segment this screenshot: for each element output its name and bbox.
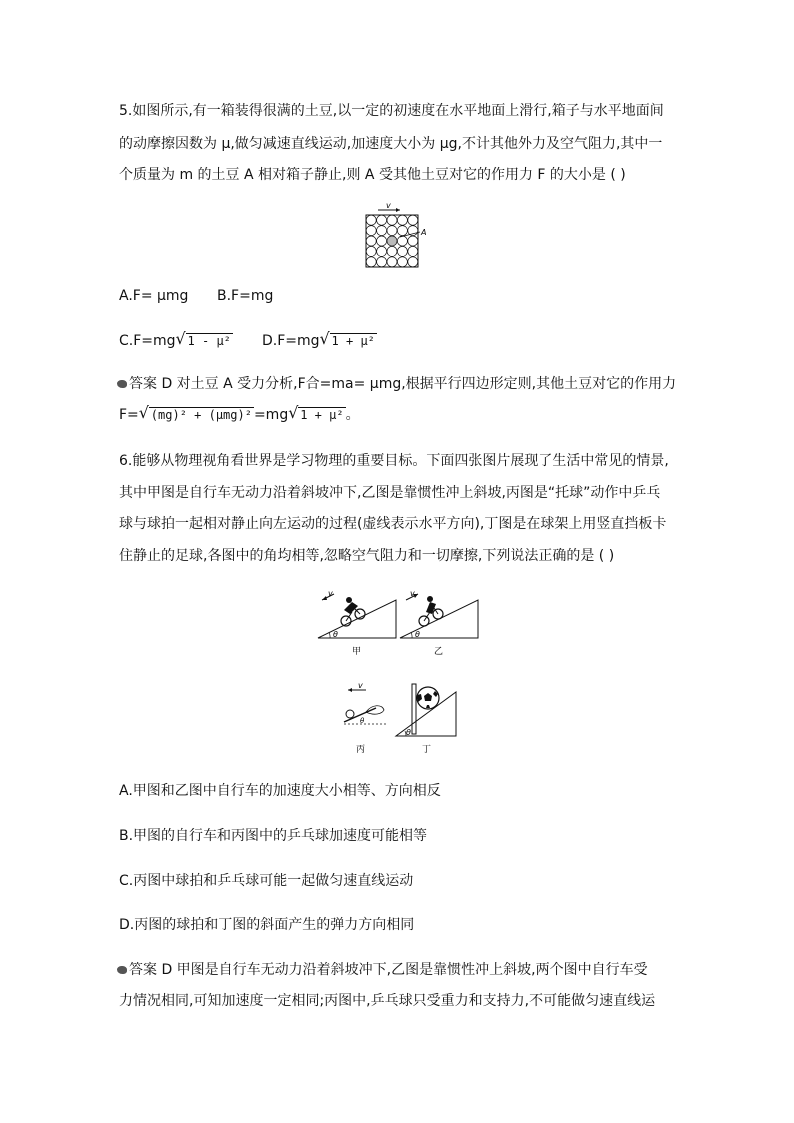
q6-answer-line-1 [117, 960, 648, 980]
figure-yi [396, 588, 486, 658]
q5-answer-mid: =mg [253, 407, 289, 423]
potato [377, 215, 387, 225]
q6-answer-text-1: 答案 D 甲图是自行车无动力沿着斜坡冲下,乙图是靠惯性冲上斜坡,两个图中自行车受 [129, 962, 648, 978]
bing-velocity-label: v [358, 682, 363, 690]
yi-theta: θ [415, 630, 420, 639]
jia-velocity-label: v [328, 589, 333, 598]
potato [408, 236, 418, 246]
potato [366, 226, 376, 236]
jia-theta: θ [333, 630, 338, 639]
potato [408, 257, 418, 267]
potato [377, 246, 387, 256]
potato-box-figure [360, 200, 440, 275]
q5-answer-suffix: 。 [345, 407, 360, 423]
q5-line-3: 个质量为 m 的土豆 A 相对箱子静止,则 A 受其他土豆对它的作用力 F 的大小是 ( ) [119, 167, 626, 183]
yi-velocity-label: v [410, 589, 415, 598]
q6-answer-line-2: 力情况相同,可知加速度一定相同;丙图中,乒乓球只受重力和支持力,不可能做匀速直线运 [119, 993, 656, 1009]
figure-bing [336, 682, 396, 758]
q6-line-4: 住静止的足球,各图中的角均相等,忽略空气阻力和一切摩擦,下列说法正确的是 ( ) [119, 548, 615, 564]
q5-line-1: 5.如图所示,有一箱装得很满的土豆,以一定的初速度在水平地面上滑行,箱子与水平地面间 [119, 103, 664, 119]
potato-a [387, 236, 397, 246]
q6-line-1: 6.能够从物理视角看世界是学习物理的重要目标。下面四张图片展现了生活中常见的情景, [119, 453, 669, 469]
q6-line-3: 球与球拍一起相对静止向左运动的过程(虚线表示水平方向),丁图是在球架上用竖直挡板卡 [119, 516, 667, 532]
q5-option-a: A.F= μmg [119, 288, 189, 304]
figure-jia [314, 588, 404, 658]
bing-theta: θ [360, 717, 365, 725]
potato [408, 215, 418, 225]
q5-option-b: B.F=mg [217, 288, 274, 304]
q5-line-2: 的动摩擦因数为 μ,做匀减速直线运动,加速度大小为 μg,不计其他外力及空气阻力,其中一 [119, 136, 663, 152]
q5-answer-text-1: 答案 D 对土豆 A 受力分析,F合=ma= μmg,根据平行四边形定则,其他土豆对它的作用力 [129, 376, 677, 392]
bing-label: 丙 [356, 745, 366, 755]
answer-icon [117, 966, 127, 974]
potato [366, 215, 376, 225]
potato [366, 257, 376, 267]
q6-option-d: D.丙图的球拍和丁图的斜面产生的弹力方向相同 [119, 917, 415, 933]
vertical-baffle [412, 684, 416, 734]
q6-option-b: B.甲图的自行车和丙图中的乒乓球加速度可能相等 [119, 828, 428, 844]
answer-icon [117, 380, 127, 388]
potato-grid [366, 215, 418, 267]
potato-a-label: A [421, 228, 427, 237]
potato [397, 257, 407, 267]
q6-option-c: C.丙图中球拍和乒乓球可能一起做匀速直线运动 [119, 873, 414, 889]
q6-option-a: A.甲图和乙图中自行车的加速度大小相等、方向相反 [119, 783, 441, 799]
potato [397, 236, 407, 246]
q5-option-c-prefix: C.F=mg [119, 333, 176, 349]
hand [366, 706, 384, 714]
potato [366, 236, 376, 246]
jia-label: 甲 [352, 647, 362, 657]
yi-label: 乙 [434, 647, 444, 657]
q5-option-c [119, 331, 233, 351]
ding-theta: θ [406, 728, 411, 737]
q6-line-2: 其中甲图是自行车无动力沿着斜坡冲下,乙图是靠惯性冲上斜坡,丙图是“托球”动作中乒乓 [119, 485, 661, 501]
potato [377, 226, 387, 236]
potato [366, 246, 376, 256]
potato [387, 226, 397, 236]
velocity-label: v [386, 201, 391, 210]
potato [387, 257, 397, 267]
pingpong-ball [346, 710, 354, 718]
q5-answer-radicand: (mg)² + (μmg)² [150, 408, 252, 422]
potato [397, 246, 407, 256]
q5-option-d-radicand: 1 + μ² [331, 334, 375, 348]
potato [397, 226, 407, 236]
q5-option-c-radicand: 1 - μ² [187, 334, 231, 348]
figure-ding [392, 682, 472, 758]
potato [408, 246, 418, 256]
q5-option-d [262, 331, 377, 351]
potato [387, 246, 397, 256]
q5-answer-radicand-2: 1 + μ² [300, 408, 344, 422]
q5-answer-prefix: F= [119, 407, 139, 423]
q5-option-d-prefix: D.F=mg [262, 333, 320, 349]
q5-answer-line-1 [117, 374, 676, 394]
potato [387, 215, 397, 225]
potato [397, 215, 407, 225]
q5-answer-line-2 [119, 405, 360, 425]
ding-label: 丁 [422, 745, 432, 755]
potato [377, 236, 387, 246]
potato [377, 257, 387, 267]
